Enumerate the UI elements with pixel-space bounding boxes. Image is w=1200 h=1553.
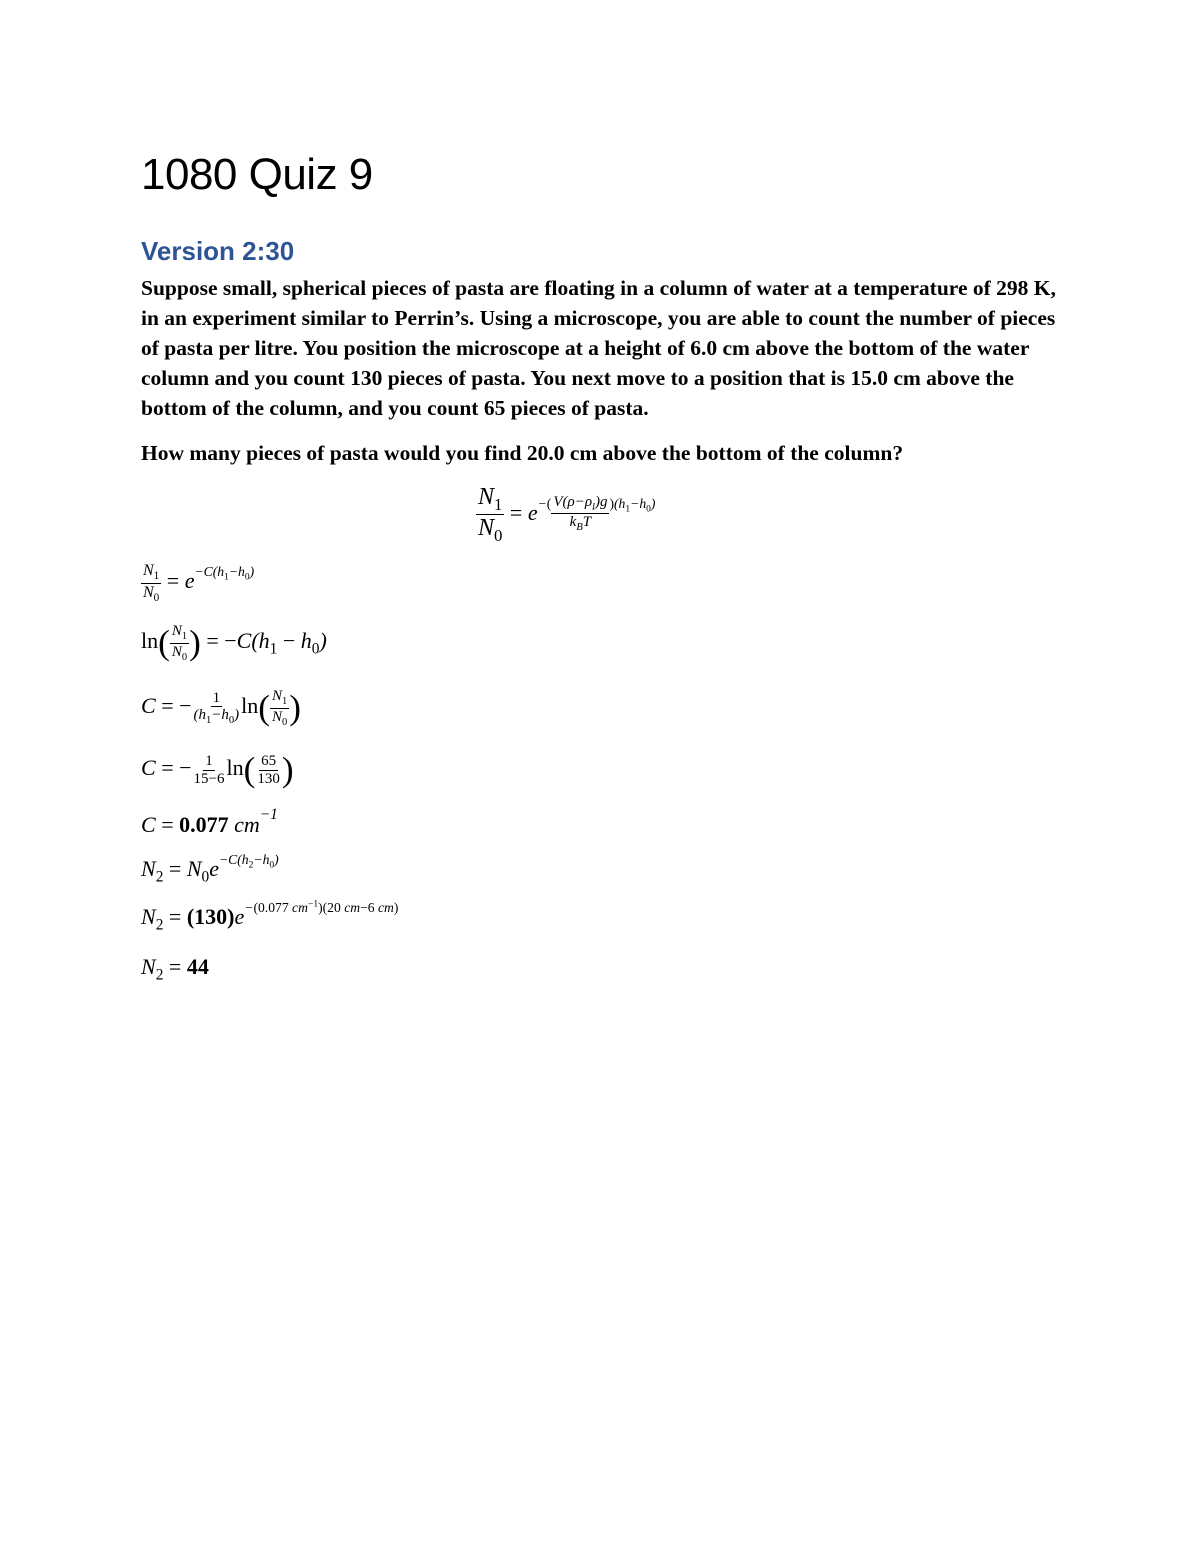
equation-step-7: $N_2 = (130)e^{-(0.077 cm^{-1})(20 cm-6 cm)}$ <box>141 898 399 934</box>
equation-step-6: $N_2 = N_0e^{-C(h_2-h_0)}$ <box>141 852 279 886</box>
question-paragraph: How many pieces of pasta would you find 20.0 cm above the bottom of the column? <box>141 441 904 465</box>
version-subtitle: Version 2:30 <box>141 236 295 266</box>
n0-value: 130 <box>257 770 280 787</box>
equation-step-4: C = − $\frac{1}{15-6}$ ln( $\frac{65}{130}$ ) <box>141 750 294 789</box>
page-title: 1080 Quiz 9 <box>141 150 373 199</box>
equation-step-1: $\frac{N_1}{N_0}$ = $e^{-C(h_1-h_0)}$ <box>143 562 255 604</box>
problem-paragraph: Suppose small, spherical pieces of pasta are floating in a column of water at a temperature of 298 K, in an experiment similar to Perrin’s. Using a microscope, you are able to count the number of pieces of pasta per litre. You position the microscope at a height of 6.0 cm above the bottom of the water column and you count 130 pieces of pasta. You next move to a position that is 15.0 cm above the bottom of the column, and you count 65 pieces of pasta. <box>141 276 1056 420</box>
equation-step-2: ln( $\frac{N_1}{N_0}$ ) = $-C(h_1 - h_0)$ <box>141 623 327 663</box>
n1-value: 65 <box>261 753 277 769</box>
equation-step-8: $N_2 = 44$ <box>141 954 209 984</box>
main-formula: $\frac{N_1}{N_0}$ = $e^{-( \frac{V(\rho-\rho_l)g}{k_BT} )(h_1-h_0)}$ <box>478 484 656 546</box>
height-difference: 15−6 <box>193 770 225 787</box>
equation-step-5: C = 0.077 $cm^{-1}$ <box>141 805 278 837</box>
c-result: 0.077 <box>179 812 229 837</box>
final-answer: 44 <box>186 954 209 979</box>
equation-step-3: C = − $\frac{1}{(h_1-h_0)}$ ln( $\frac{N_1}{N_0}$ ) <box>141 688 301 728</box>
